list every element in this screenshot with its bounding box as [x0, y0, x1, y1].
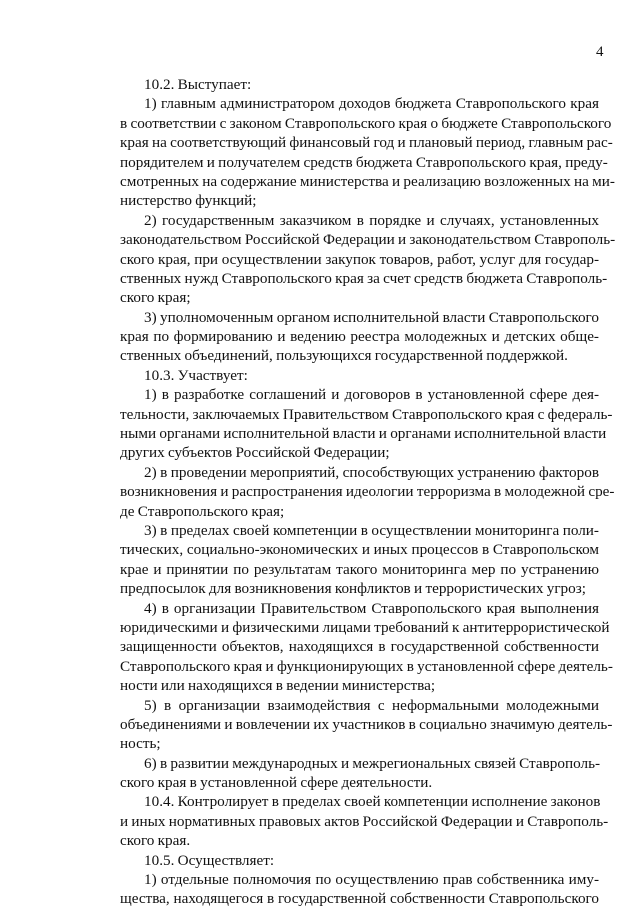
- text-line: 2) в проведении мероприятий, способствующих устранению факторов: [144, 463, 599, 481]
- text-line: ственных нужд Ставропольского края за счет средств бюджета Ставрополь-: [120, 269, 608, 287]
- text-line: 1) в разработке соглашений и договоров в установленной сфере дея-: [144, 386, 599, 404]
- text-line: 2) государственным заказчиком в порядке и случаях, установленных: [144, 211, 599, 229]
- text-line: ского края, при осуществлении закупок товаров, работ, услуг для государ-: [120, 250, 599, 268]
- text-line: и иных нормативных правовых актов Российской Федерации и Ставрополь-: [120, 812, 609, 830]
- text-line: 3) в пределах своей компетенции в осуществлении мониторинга поли-: [144, 521, 599, 539]
- text-line: юридическими и физическими лицами требований к антитеррористической: [120, 618, 610, 636]
- text-line: ского края в установленной сфере деятельности.: [120, 774, 433, 792]
- text-line: ственных объединений, пользующихся государственной поддержкой.: [120, 347, 568, 365]
- text-line: 1) главным администратором доходов бюджета Ставропольского края: [144, 95, 599, 113]
- text-line: 5) в организации взаимодействия с неформальными молодежными: [144, 696, 599, 714]
- text-line: законодательством Российской Федерации и законодательством Ставрополь-: [120, 231, 616, 249]
- text-line: 4) в организации Правительством Ставропольского края выполнения: [144, 599, 599, 617]
- text-line: в соответствии с законом Ставропольского края о бюджете Ставропольского: [120, 114, 612, 132]
- text-line: смотренных на содержание министерства и реализацию возложенных на ми-: [120, 172, 615, 190]
- page-number: 4: [596, 44, 604, 60]
- text-line: 10.2. Выступает:: [144, 76, 252, 93]
- text-line: ского края.: [120, 832, 191, 850]
- text-line: ными органами исполнительной власти и органами исполнительной власти: [120, 425, 607, 443]
- text-line: 1) отдельные полномочия по осуществлению прав собственника иму-: [144, 871, 599, 889]
- text-line: де Ставропольского края;: [120, 502, 285, 520]
- text-line: предпосылок для возникновения конфликтов и террористических угроз;: [120, 580, 586, 598]
- text-line: нистерство функций;: [120, 192, 257, 210]
- text-line: Ставропольского края и функционирующих в установленной сфере деятель-: [120, 657, 613, 675]
- document-body: [120, 75, 616, 909]
- text-line: возникновения и распространения идеологии терроризма в молодежной сре-: [120, 483, 615, 501]
- text-line: ского края;: [120, 289, 191, 307]
- text-line: края на соответствующий финансовый год и плановый период, главным рас-: [120, 134, 613, 152]
- text-line: других субъектов Российской Федерации;: [120, 444, 390, 462]
- text-line: тельности, заключаемых Правительством Ставропольского края с федераль-: [120, 405, 613, 423]
- text-line: ности или находящихся в ведении министерства;: [120, 677, 436, 695]
- text-line: защищенности объектов, находящихся в государственной собственности: [120, 638, 599, 656]
- text-line: порядителем и получателем средств бюджета Ставропольского края, преду-: [120, 153, 608, 171]
- text-line: 10.5. Осуществляет:: [144, 851, 275, 869]
- text-line: ность;: [120, 735, 161, 753]
- text-line: щества, находящегося в государственной собственности Ставропольского: [120, 890, 599, 908]
- text-line: объединениями и вовлечении их участников в социально значимую деятель-: [120, 715, 613, 733]
- text-line: 3) уполномоченным органом исполнительной власти Ставропольского: [144, 308, 599, 326]
- text-line: 10.3. Участвует:: [144, 366, 248, 384]
- text-line: 10.4. Контролирует в пределах своей компетенции исполнение законов: [144, 793, 601, 811]
- text-line: крае и принятии по результатам такого мониторинга мер по устранению: [120, 560, 599, 578]
- text-line: тических, социально-экономических и иных процессов в Ставропольском: [120, 541, 599, 559]
- text-line: 6) в развитии международных и межрегиональных связей Ставрополь-: [144, 754, 601, 772]
- text-line: края по формированию и ведению реестра молодежных и детских обще-: [120, 328, 599, 346]
